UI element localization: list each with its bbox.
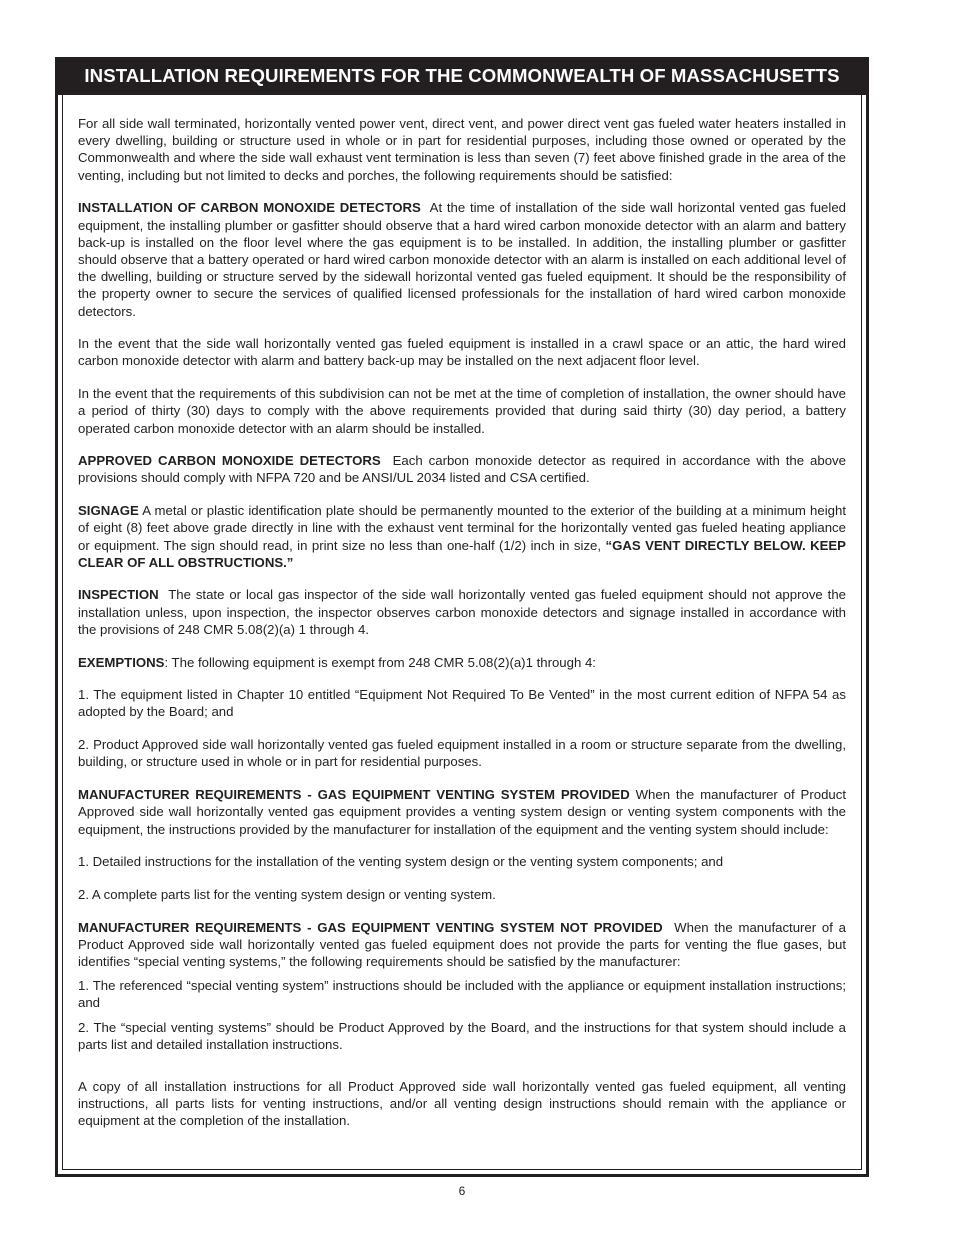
approved-detectors-text: Each carbon monoxide detector as required in accordance with the above provisions should comply with NFPA 720 and be ANSI/UL 2034 listed and CSA certified. bbox=[78, 453, 846, 486]
crawl-space-paragraph: In the event that the side wall horizontally vented gas fueled equipment is installed in a crawl space or an attic, the hard wired carbon monoxide detector with alarm and battery back-up may be installed on the next adjacent floor level. bbox=[78, 336, 846, 369]
signage-text: A metal or plastic identification plate should be permanently mounted to the exterior of the building at a minimum height of eight (8) feet above grade directly in line with the exhaust vent terminal for the horizontally vented gas fueled heating appliance or equipment. The sign should read, in print size no less than one-half (1/2) inch in size, bbox=[78, 503, 846, 553]
exemption-item-2: 2. Product Approved side wall horizontally vented gas fueled equipment installed in a room or structure separate from the dwelling, building, or structure used in whole or in part for residential purposes. bbox=[78, 737, 846, 770]
approved-detectors-paragraph bbox=[78, 452, 846, 486]
mfr-provided-text: When the manufacturer of Product Approved side wall horizontally vented gas equipment provides a venting system design or venting system components with the equipment, the instructions provided by the manufacturer for installation of the equipment and the venting system should include: bbox=[78, 787, 846, 837]
inspection-heading: INSPECTION bbox=[78, 587, 159, 603]
approved-detectors-heading: APPROVED CARBON MONOXIDE DETECTORS bbox=[78, 453, 381, 469]
closing-paragraph: A copy of all installation instructions for all Product Approved side wall horizontally vented gas fueled equipment, all venting instructions, all parts lists for venting instructions, and/or all venting design instructions should remain with the appliance or equipment at the completion of the installation. bbox=[78, 1079, 846, 1129]
page-title: INSTALLATION REQUIREMENTS FOR THE COMMONWEALTH OF MASSACHUSETTS bbox=[84, 65, 840, 86]
thirty-days-paragraph: In the event that the requirements of this subdivision can not be met at the time of completion of installation, the owner should have a period of thirty (30) days to comply with the above requirements provided that during said thirty (30) day period, a battery operated carbon monoxide detector with an alarm should be installed. bbox=[78, 386, 846, 436]
mfr-provided-item-2: 2. A complete parts list for the venting system design or venting system. bbox=[78, 886, 496, 902]
intro-paragraph: For all side wall terminated, horizontally vented power vent, direct vent, and power direct vent gas fueled water heaters installed in every dwelling, building or structure used in whole or in part for residential purposes, including those owned or operated by the Commonwealth and where the side wall exhaust vent termination is less than seven (7) feet above finished grade in the area of the venting, including but not limited to decks and porches, the following requirements should be satisfied: bbox=[78, 116, 846, 183]
co-detectors-text: At the time of installation of the side wall horizontal vented gas fueled equipment, the installing plumber or gasfitter should observe that a hard wired carbon monoxide detector with an alarm and battery back-up is installed on the floor level where the gas equipment is to be installed. In addition, the installing plumber or gasfitter should observe that a battery operated or hard wired carbon monoxide detector with an alarm is installed on each additional level of the dwelling, building or structure served by the sidewall horizontal vented gas fueled equipment. It should be the responsibility of the property owner to secure the services of qualified licensed professionals for the installation of hard wired carbon monoxide detectors. bbox=[78, 200, 846, 319]
exemptions-text: : The following equipment is exempt from 248 CMR 5.08(2)(a)1 through 4: bbox=[164, 654, 596, 670]
panel-inner-border bbox=[62, 95, 862, 1170]
signage-paragraph bbox=[78, 502, 846, 571]
exemptions-heading: EXEMPTIONS bbox=[78, 654, 165, 670]
mfr-provided-item-1: 1. Detailed instructions for the installation of the venting system design or the venting system components; and bbox=[78, 854, 724, 870]
co-detectors-heading: INSTALLATION OF CARBON MONOXIDE DETECTORS bbox=[78, 200, 421, 216]
exemptions-paragraph bbox=[78, 654, 846, 671]
mfr-not-provided-text: When the manufacturer of a Product Approved side wall horizontally vented gas fueled equipment does not provide the parts for venting the flue gases, but identifies “special venting systems,” the following requirements should be satisfied by the manufacturer: bbox=[78, 919, 847, 970]
signage-quote: “GAS VENT DIRECTLY BELOW. KEEP CLEAR OF ALL OBSTRUCTIONS.” bbox=[78, 537, 846, 570]
signage-heading: SIGNAGE bbox=[78, 503, 139, 519]
mfr-not-provided-item-2: 2. The “special venting systems” should be Product Approved by the Board, and the instructions for that system should include a parts list and detailed installation instructions. bbox=[78, 1019, 846, 1052]
requirements-panel bbox=[55, 57, 869, 1177]
page-number: 6 bbox=[458, 1184, 466, 1198]
mfr-provided-heading: MANUFACTURER REQUIREMENTS - GAS EQUIPMENT VENTING SYSTEM PROVIDED bbox=[78, 787, 630, 803]
panel-body bbox=[58, 95, 866, 1174]
mfr-provided-paragraph bbox=[78, 786, 846, 838]
co-detectors-paragraph bbox=[78, 199, 846, 319]
mfr-not-provided-paragraph bbox=[78, 919, 846, 971]
inspection-text: The state or local gas inspector of the side wall horizontally vented gas fueled equipment should not approve the installation unless, upon inspection, the inspector observes carbon monoxide detectors and signage installed in accordance with the provisions of 248 CMR 5.08(2)(a) 1 through 4. bbox=[78, 587, 847, 637]
mfr-not-provided-heading: MANUFACTURER REQUIREMENTS - GAS EQUIPMENT VENTING SYSTEM NOT PROVIDED bbox=[78, 919, 663, 935]
inspection-paragraph bbox=[78, 586, 846, 638]
exemption-item-1: 1. The equipment listed in Chapter 10 entitled “Equipment Not Required To Be Vented” in the most current edition of NFPA 54 as adopted by the Board; and bbox=[78, 687, 846, 720]
mfr-not-provided-item-1: 1. The referenced “special venting system” instructions should be included with the appliance or equipment installation instructions; and bbox=[78, 978, 846, 1011]
document-text bbox=[78, 115, 846, 1145]
